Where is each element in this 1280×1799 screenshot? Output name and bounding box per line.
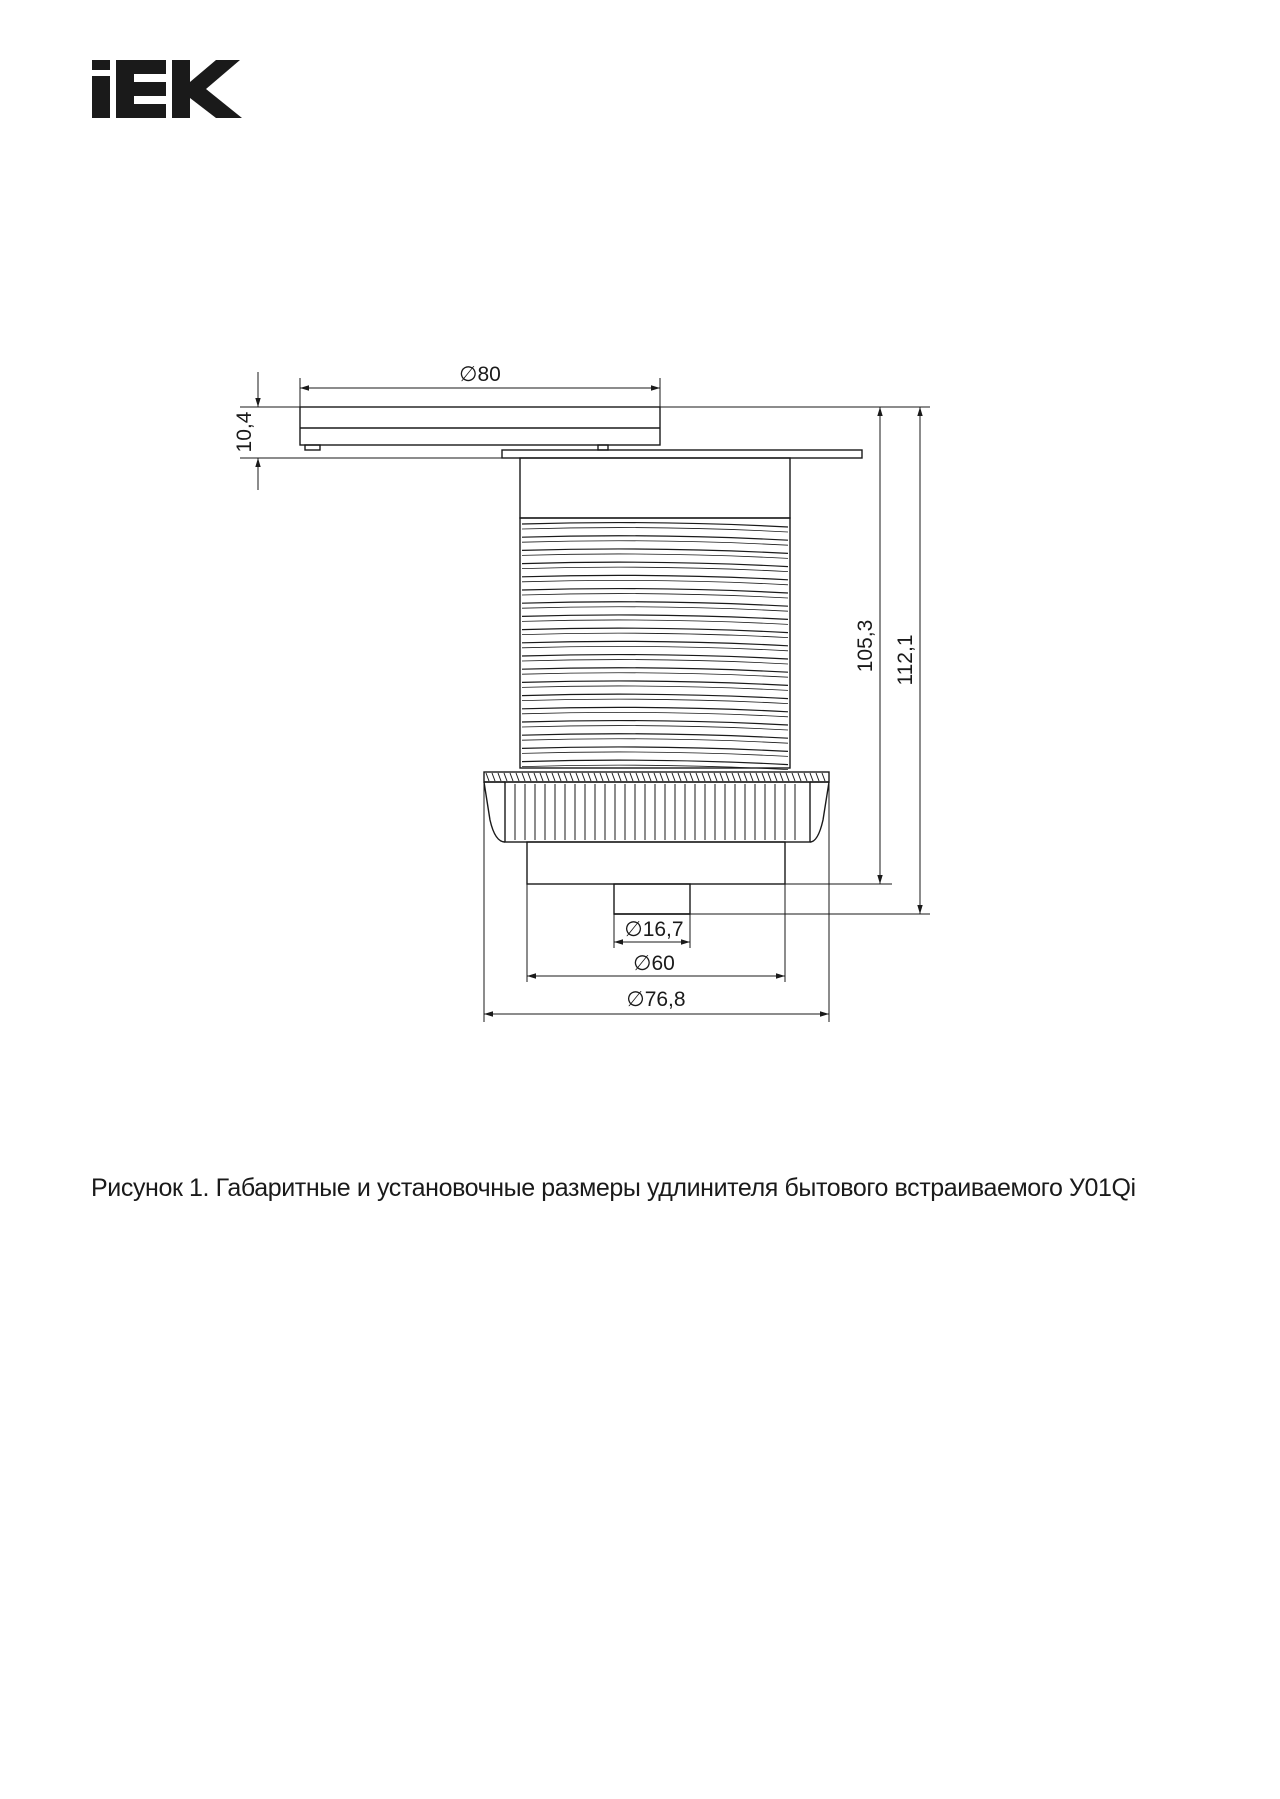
flange-knurl	[774, 773, 777, 781]
flange-knurl	[546, 773, 549, 781]
flange-knurl	[732, 773, 735, 781]
thread-body	[520, 518, 790, 768]
flange-ring	[505, 782, 810, 842]
flange-knurl	[630, 773, 633, 781]
flange-knurl	[642, 773, 645, 781]
flange-knurl	[510, 773, 513, 781]
dim-flange-diameter: ∅76,8	[626, 988, 686, 1011]
flange-knurl	[756, 773, 759, 781]
thread-ridge	[522, 607, 788, 611]
thread-ridge	[522, 726, 788, 730]
flange-knurl	[738, 773, 741, 781]
flange-knurl	[606, 773, 609, 781]
flange-knurl	[696, 773, 699, 781]
thread-ridge	[522, 602, 788, 606]
thread-ridge	[522, 747, 788, 751]
flange-knurl	[636, 773, 639, 781]
flange-knurl	[672, 773, 675, 781]
thread-ridge	[522, 589, 788, 593]
flange-knurl	[804, 773, 807, 781]
thread-ridge	[522, 567, 788, 571]
flange-knurl	[654, 773, 657, 781]
thread-ridge	[522, 633, 788, 637]
flange-knurl	[780, 773, 783, 781]
flange-knurl	[492, 773, 495, 781]
flange-grooves	[486, 773, 825, 840]
flange-knurl	[516, 773, 519, 781]
thread-ridge	[522, 562, 788, 566]
flange-knurl	[702, 773, 705, 781]
thread-ridge	[522, 721, 788, 725]
flange-knurl	[528, 773, 531, 781]
flange-knurl	[786, 773, 789, 781]
thread-ridge	[522, 686, 788, 690]
thread-ridge	[522, 760, 788, 764]
flange-knurl	[714, 773, 717, 781]
lower-body	[527, 842, 785, 884]
flange-knurl	[570, 773, 573, 781]
flange-knurl	[726, 773, 729, 781]
flange-knurl	[558, 773, 561, 781]
thread-ridge	[522, 707, 788, 711]
thread-ridge	[522, 641, 788, 645]
flange-knurl	[684, 773, 687, 781]
thread-ridge	[522, 554, 788, 558]
flange-knurl	[522, 773, 525, 781]
flange-knurl	[768, 773, 771, 781]
thread-ridge	[522, 594, 788, 598]
flange-knurl	[498, 773, 501, 781]
flange-knurl	[624, 773, 627, 781]
thread-ridge	[522, 628, 788, 632]
flange-knurl	[744, 773, 747, 781]
flange-knurl	[660, 773, 663, 781]
thread-ridge	[522, 734, 788, 738]
thread-ridges	[522, 523, 788, 770]
flange-knurl	[666, 773, 669, 781]
plug	[614, 884, 690, 914]
flange-knurl	[588, 773, 591, 781]
thread-ridge	[522, 660, 788, 664]
figure-caption: Рисунок 1. Габаритные и установочные размеры удлинителя бытового встраиваемого У01Qi	[91, 1174, 1136, 1202]
flange-knurl	[552, 773, 555, 781]
thread-ridge	[522, 681, 788, 685]
flange-knurl	[534, 773, 537, 781]
thread-ridge	[522, 575, 788, 579]
thread-ridge	[522, 528, 788, 532]
dim-body-diameter: ∅60	[633, 952, 675, 975]
flange-knurl	[810, 773, 813, 781]
thread-ridge	[522, 620, 788, 624]
cover-foot-left	[305, 445, 320, 450]
flange-knurl	[612, 773, 615, 781]
flange-knurl	[504, 773, 507, 781]
thread-ridge	[522, 739, 788, 743]
flange-knurl	[594, 773, 597, 781]
flange-knurl	[678, 773, 681, 781]
flange-knurl	[762, 773, 765, 781]
flange-plate	[502, 450, 862, 458]
thread-ridge	[522, 655, 788, 659]
body-collar	[520, 458, 790, 518]
dim-plug-diameter: ∅16,7	[624, 918, 684, 941]
dim-height-total: 112,1	[894, 634, 917, 686]
flange-knurl	[708, 773, 711, 781]
flange-knurl	[720, 773, 723, 781]
thread-ridge	[522, 523, 788, 527]
cover-foot-right	[598, 445, 608, 450]
flange-knurl	[792, 773, 795, 781]
thread-ridge	[522, 694, 788, 698]
dim-top-height: 10,4	[233, 411, 256, 453]
flange-knurl	[648, 773, 651, 781]
thread-ridge	[522, 615, 788, 619]
flange-knurl	[798, 773, 801, 781]
flange-knurl	[582, 773, 585, 781]
flange-knurl	[486, 773, 489, 781]
flange-knurl	[600, 773, 603, 781]
thread-ridge	[522, 712, 788, 716]
flange-knurl	[816, 773, 819, 781]
flange-knurl	[564, 773, 567, 781]
flange-knurl	[576, 773, 579, 781]
flange-knurl	[690, 773, 693, 781]
thread-ridge	[522, 752, 788, 756]
thread-ridge	[522, 549, 788, 553]
thread-ridge	[522, 541, 788, 545]
flange-knurl	[750, 773, 753, 781]
thread-ridge	[522, 646, 788, 650]
dim-top-diameter: ∅80	[459, 363, 501, 386]
thread-ridge	[522, 673, 788, 677]
thread-ridge	[522, 580, 788, 584]
top-cover	[300, 407, 660, 445]
thread-ridge	[522, 536, 788, 540]
thread-ridge	[522, 668, 788, 672]
flange-knurl	[822, 773, 825, 781]
dim-height-body: 105,3	[854, 619, 877, 673]
flange-knurl	[540, 773, 543, 781]
thread-ridge	[522, 699, 788, 703]
flange-knurl	[618, 773, 621, 781]
